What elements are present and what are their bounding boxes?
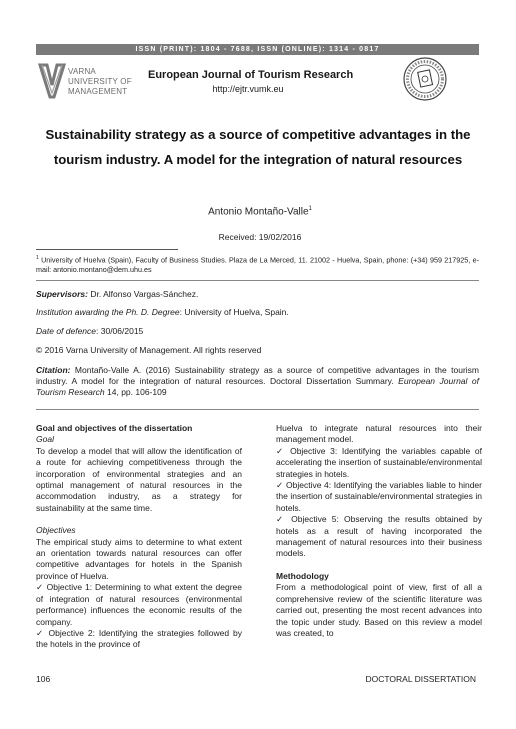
objective-item: ✓ Objective 3: Identifying the variables capable of accelerating the insertion of sustainable/environmental strategies in hotels. — [276, 445, 482, 479]
author-name: Antonio Montaño-Valle — [208, 206, 309, 218]
section-label: DOCTORAL DISSERTATION — [365, 674, 476, 684]
journal-title: European Journal of Tourism Research — [148, 69, 354, 81]
section-heading: Goal and objectives of the dissertation — [36, 423, 193, 433]
supervisors-value: Dr. Alfonso Vargas-Sánchez. — [87, 289, 199, 299]
objectives-label: Objectives — [36, 525, 76, 536]
objective-item: ✓ Objective 5: Observing the results obtained by hotels as a result of having incorporated the management of natural resources into their business models. — [276, 514, 482, 559]
methodology-heading: Methodology — [276, 570, 329, 581]
goal-label: Goal — [36, 434, 54, 445]
supervisors-line — [36, 289, 479, 299]
defence-line — [36, 326, 479, 336]
citation-tail: 14, pp. 106-109 — [104, 387, 167, 397]
citation — [36, 365, 479, 398]
methodology-text: From a methodological point of view, first of all a comprehensive review of the scientific literature was carried out, presenting the most recent advances into the topic under study. Based on this review a model was created, to — [276, 582, 482, 638]
citation-text: Montaño-Valle A. (2016) Sustainability strategy as a source of competitive advantages in the tourism industry. A model for the integration of natural resources. Doctoral Dissertation Summary. — [36, 365, 479, 386]
journal-url[interactable]: http://ejtr.vumk.eu — [212, 84, 284, 94]
publisher-name — [68, 67, 148, 97]
article-title: Sustainability strategy as a source of competitive advantages in the tourism industry. A model for the integration of natural resources — [45, 127, 471, 167]
publisher-logo — [38, 63, 138, 103]
author — [150, 206, 370, 217]
goal-text: To develop a model that will allow the identification of a route for achieving competitiveness through the incorporation of environmental strategies and an optimal management of natural resources in the accommodation industry, as a strategy for sustainability at the same time. — [36, 445, 242, 513]
footnote-divider — [36, 249, 178, 250]
body-divider — [36, 409, 479, 410]
supervisors-label: Supervisors: — [36, 289, 88, 299]
copyright-line: © 2016 Varna University of Management. All rights reserved — [36, 345, 262, 355]
citation-journal: European Journal of Tourism Research — [36, 376, 479, 397]
citation-label: Citation: — [36, 365, 71, 375]
publisher-name-line: VARNA — [68, 67, 96, 76]
left-column — [36, 423, 242, 651]
page-number: 106 — [36, 674, 51, 684]
issn-banner: ISSN (PRINT): 1804 - 7688, ISSN (ONLINE): 1314 - 0817 — [36, 44, 479, 55]
objective-item-continued: Huelva to integrate natural resources into their management model. — [276, 423, 482, 445]
defence-label: Date of defence — [36, 326, 97, 336]
institution-label: Institution awarding the Ph. D. Degree — [36, 307, 180, 317]
footnote-text: University of Huelva (Spain), Faculty of Business Studies. Plaza de La Merced, 11. 21002 - Huelva, Spain, phone: (+34) 959 217925, e-mail: antonio.montano@dem.uhu.es — [36, 255, 479, 275]
objectives-text: The empirical study aims to determine to what extent an orientation towards natural resources can offer competitive advantages for hotels in the Spanish province of Huelva. — [36, 536, 242, 581]
objective-item: ✓ Objective 2: Identifying the strategies followed by the hotels in the province of — [36, 627, 242, 650]
author-footnote — [36, 253, 479, 275]
publisher-name-line: MANAGEMENT — [68, 87, 128, 96]
objective-item: ✓ Objective 1: Determining to what extent the degree of integration of natural resources (environmental performance) influences the economic results of the company. — [36, 582, 242, 627]
received-date: Received: 19/02/2016 — [218, 232, 302, 242]
author-note-mark: 1 — [308, 206, 312, 212]
varna-logo-icon — [38, 63, 66, 99]
institution-value: : University of Huelva, Spain. — [179, 307, 289, 317]
defence-value: : 30/06/2015 — [96, 326, 144, 336]
meta-divider — [36, 280, 479, 281]
institution-line — [36, 307, 479, 317]
objective-item: ✓ Objective 4: Identifying the variables liable to hinder the insertion of sustainable/environmental strategies in hotels. — [276, 480, 482, 513]
journal-seal-icon — [402, 56, 448, 102]
right-column — [276, 423, 482, 639]
publisher-name-line: UNIVERSITY OF — [68, 77, 132, 86]
footnote-mark: 1 — [36, 255, 39, 261]
